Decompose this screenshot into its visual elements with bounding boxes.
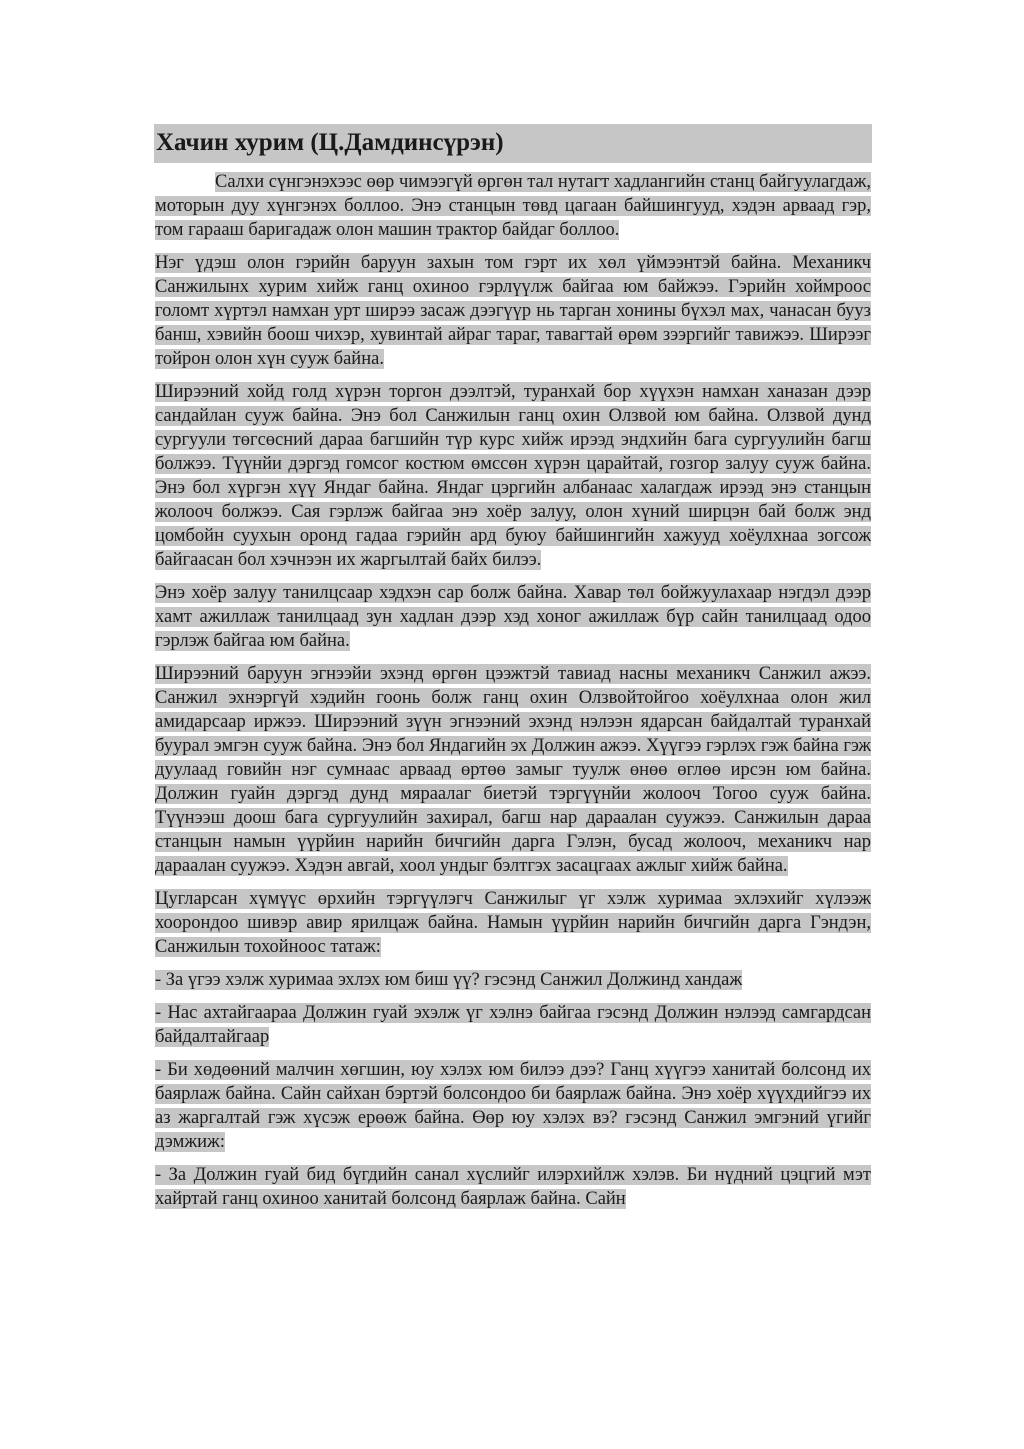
paragraph-6 [154, 887, 872, 959]
paragraph-3 [154, 380, 872, 572]
paragraph-text: Цугларсан хүмүүс өрхийн тэргүүлэгч Санжилыг үг хэлж хуримаа эхлэхийг хүлээж хоорондоо шивэр авир ярилцаж байна. Намын үүрйин нарийн бичгийн дарга Гэндэн, Санжилын тохойноос татаж: [155, 889, 871, 957]
paragraph-7 [154, 968, 872, 992]
paragraph-9 [154, 1058, 872, 1154]
paragraph-text: Ширээний хойд голд хүрэн торгон дээлтэй, туранхай бор хүүхэн намхан ханазан дээр сандайлан сууж байна. Энэ бол Санжилын ганц охин Олзвой юм байна. Олзвой дунд сургуули төгсөсний дараа багшийн түр курс хийж ирээд эндхийн бага сургуулийн багш болжээ. Түүнйи дэргэд гомсог костюм өмссөн хүрэн царайтай, гозгор залуу сууж байна. Энэ бол хүргэн хүү Яндаг байна. Яндаг цэргийн албанаас халагдаж ирээд энэ станцын жолооч болжээ. Сая гэрлэж байгаа энэ хоёр залуу, олон хүний ширцэн бай болж энд цомбойн суухын оронд гадаа гэрийн ард буюу байшингийн хажууд хоёулхнаа зогсож байгаасан бол хэчнээн их жаргылтай байх билээ. [155, 382, 871, 570]
paragraph-text: - Нас ахтайгаараа Должин гуай эхэлж үг хэлнэ байгаа гэсэнд Должин нэлээд самгардсан байдалтайгаар [155, 1003, 871, 1047]
paragraph-10 [154, 1163, 872, 1211]
paragraph-5 [154, 662, 872, 878]
paragraph-text: Салхи сүнгэнэхээс өөр чимээгүй өргөн тал нутагт хадлангийн станц байгуулагдаж, моторын дуу хүнгэнэх боллоо. Энэ станцын төвд цагаан байшингууд, хэдэн арваад гэр, том гарааш баригадаж олон машин трактор байдаг боллоо. [155, 172, 871, 240]
document-title: Хачин хурим (Ц.Дамдинсүрэн) [154, 124, 872, 163]
paragraph-8 [154, 1001, 872, 1049]
paragraph-4 [154, 581, 872, 653]
paragraph-2 [154, 251, 872, 371]
paragraph-text: Энэ хоёр залуу танилцсаар хэдхэн сар болж байна. Хавар төл бойжуулахаар нэгдэл дээр хамт ажиллаж танилцаад зун хадлан дээр хэд хоног ажиллаж бүр сайн танилцаад одоо гэрлэж байгаа юм байна. [155, 583, 871, 651]
paragraph-text: - За үгээ хэлж хуримаа эхлэх юм биш үү? гэсэнд Санжил Должинд хандаж [155, 970, 743, 990]
paragraph-1 [154, 170, 872, 242]
paragraph-text: - За Должин гуай бид бүгдийн санал хүслийг илэрхийлж хэлэв. Би нүдний цэцгий мэт хайртай ганц охиноо ханитай болсонд баярлаж байна. Сайн [155, 1165, 871, 1209]
paragraph-text: Нэг үдэш олон гэрийн баруун захын том гэрт их хөл үймээнтэй байна. Механикч Санжилынх хурим хийж ганц охиноо гэрлүүлж байгаа юм байжээ. Гэрийн хоймроос голомт хүртэл намхан урт ширээ засаж дээгүүр нь тарган хонины бүхэл мах, чанасан бууз банш, хэвийн боош чихэр, хувинтай айраг тараг, тавагтай өрөм зээргийг тавижээ. Ширээг тойрон олон хүн сууж байна. [155, 253, 871, 369]
paragraph-text: - Би хөдөөний малчин хөгшин, юу хэлэх юм билээ дээ? Ганц хүүгээ ханитай болсонд их баярлаж байна. Сайн сайхан бэртэй болсондоо би баярлаж байна. Энэ хоёр хүүхдийгээ их аз жаргалтай гэж хүсэж ерөөж байна. Өөр юу хэлэх вэ? гэсэнд Санжил эмгэний үгийг дэмжиж: [155, 1060, 871, 1152]
paragraph-text: Ширээний баруун эгнээйи эхэнд өргөн цээжтэй тавиад насны механикч Санжил ажээ. Санжил эхнэргүй хэдийн гоонь болж ганц охин Олзвойтойгоо хоёулхнаа олон жил амидарсаар иржээ. Ширээний зүүн эгнээний эхэнд нэлээн ядарсан байдалтай туранхай буурал эмгэн сууж байна. Энэ бол Яндагийн эх Должин ажээ. Хүүгээ гэрлэх гэж байна гэж дуулаад говийн нэг сумнаас арваад өртөө замыг туулж өнөө өглөө ирсэн юм байна. Должин гуайн дэргэд дунд мяраалаг биетэй тэргүүнйи жолооч Тогоо сууж байна. Түүнээш доош бага сургуулийн захирал, багш нар дараалан суужээ. Санжилын дараа станцын намын үүрйин нарийн бичгийн дарга Гэлэн, бусад жолооч, механикч нар дараалан суужээ. Хэдэн авгай, хоол ундыг бэлтгэх засацгаах ажлыг хийж байна. [155, 664, 871, 876]
document-page [154, 124, 872, 1220]
page-bottom-margin [0, 1312, 1024, 1449]
